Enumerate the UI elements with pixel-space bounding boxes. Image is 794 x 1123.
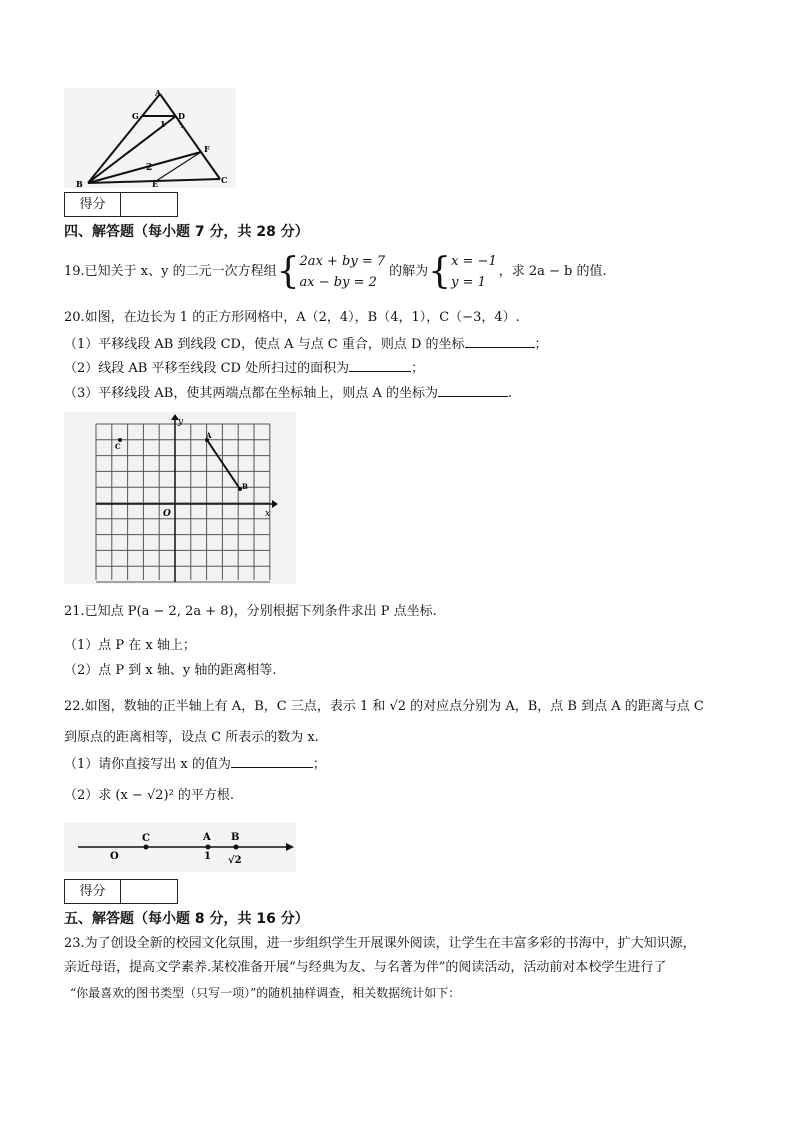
nl-sqrt2-label: √2 (228, 855, 242, 866)
label-B: B (76, 179, 83, 188)
q19-sol1: x = −1 (451, 254, 497, 269)
point-A-label: A (206, 431, 212, 440)
number-line-figure (64, 822, 296, 872)
label-D: D (178, 111, 185, 121)
q23-line1: 23.为了创设全新的校园文化氛围，进一步组织学生开展课外阅读，让学生在丰富多彩的书海中，扩大知识源， (64, 936, 696, 951)
q22-stem-line1: 22.如图，数轴的正半轴上有 A，B，C 三点，表示 1 和 √2 的对应点分别为 A，B，点 B 到点 A 的距离与点 C (64, 699, 704, 714)
label-A: A (155, 88, 162, 98)
question-19: 19.已知关于 x、y 的二元一次方程组 { 2ax + by = 7 ax − by = 2 的解为 { x = −1 y = 1 ，求 2a − b 的值. (64, 251, 607, 292)
q21-part2: （2）点 P 到 x 轴、y 轴的距离相等. (64, 663, 277, 678)
triangle-figure (64, 88, 236, 188)
q20-part1: （1）平移线段 AB 到线段 CD，使点 A 与点 C 重合，则点 D 的坐标 ； (64, 334, 548, 354)
label-F: F (204, 144, 210, 154)
q19-eq1: 2ax + by = 7 (299, 254, 386, 269)
nl-C-label: C (142, 833, 150, 844)
score-box (64, 879, 178, 904)
label-1: 1 (160, 119, 166, 129)
q20-stem: 20.如图，在边长为 1 的正方形网格中，A（2，4），B（4，1），C（−3，4）. (64, 310, 520, 325)
q20-part2: （2）线段 AB 平移至线段 CD 处所扫过的面积为 ； (64, 358, 424, 378)
label-C: C (221, 175, 228, 185)
q19-suffix: ，求 2a − b 的值. (498, 264, 607, 279)
coordinate-grid-figure (64, 412, 296, 584)
axis-y-label: y (178, 417, 184, 427)
q19-middle: 的解为 (389, 264, 429, 279)
q20-part3: （3）平移线段 AB，使其两端点都在坐标轴上，则点 A 的坐标为 . (64, 383, 512, 403)
origin-label: O (163, 509, 171, 519)
point-B-label: B (242, 482, 248, 491)
score-label: 得分 (65, 193, 121, 216)
nl-one-label: 1 (204, 851, 211, 862)
score-box (64, 192, 178, 217)
q19-sol2: y = 1 (451, 275, 486, 290)
nl-O-label: O (110, 851, 119, 862)
label-E: E (152, 179, 159, 188)
axis-x-label: x (265, 509, 271, 519)
score-label: 得分 (65, 880, 121, 903)
point-C-label: C (115, 442, 121, 451)
section-title-5: 五、解答题（每小题 8 分，共 16 分） (64, 911, 309, 927)
nl-A-label: A (203, 832, 211, 843)
q22-part1: （1）请你直接写出 x 的值为 ； (64, 754, 326, 774)
q23-line2: 亲近母语，提高文学素养.某校准备开展“与经典为友、与名著为伴”的阅读活动，活动前对本校学生进行了 (64, 960, 667, 975)
q19-eq2: ax − by = 2 (299, 275, 377, 290)
label-G: G (132, 111, 139, 121)
q21-stem: 21.已知点 P(a − 2, 2a + 8)，分别根据下列条件求出 P 点坐标. (64, 604, 437, 619)
q22-stem-line2: 到原点的距离相等，设点 C 所表示的数为 x. (64, 730, 319, 745)
label-2: 2 (146, 163, 153, 173)
section-title-4: 四、解答题（每小题 7 分，共 28 分） (64, 224, 309, 240)
q23-line3: “你最喜欢的图书类型（只写一项）”的随机抽样调查，相关数据统计如下： (70, 986, 461, 1000)
score-value (121, 193, 176, 216)
q19-prefix: 19.已知关于 x、y 的二元一次方程组 (64, 264, 277, 279)
nl-B-label: B (231, 832, 240, 843)
q21-part1: （1）点 P 在 x 轴上； (64, 638, 196, 653)
score-value (121, 880, 176, 903)
q22-part2: （2）求 (x − √2)² 的平方根. (64, 788, 235, 803)
